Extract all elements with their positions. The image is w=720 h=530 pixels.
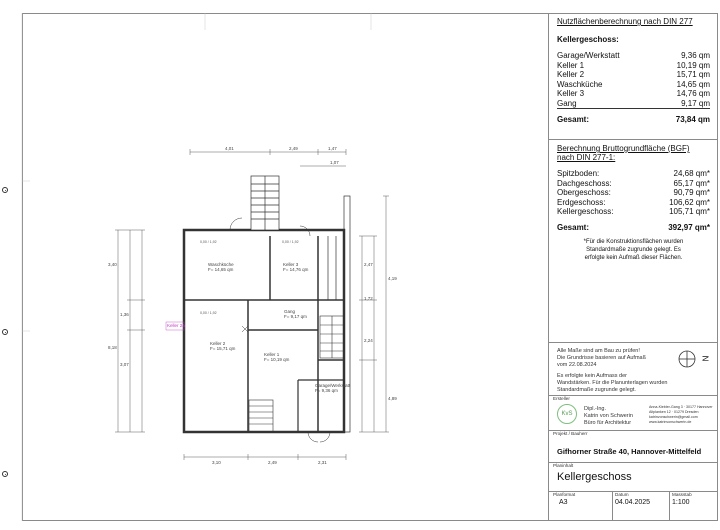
room-area: F= 14,76 qm [283, 267, 309, 272]
room-area: F= 9,36 qm [315, 388, 338, 393]
dim-left-3: 3,07 [120, 362, 129, 367]
dim-right-5: 4,89 [388, 396, 397, 401]
room-area: F= 9,17 qm [284, 314, 307, 319]
dim-top-2: 2,49 [289, 146, 298, 151]
accent-room-label: Keller 2a [167, 323, 185, 328]
format-label: Planformat [553, 492, 576, 497]
plan-info-value: Kellergeschoss [557, 471, 632, 483]
gross-title-1: Berechnung Bruttogrundfläche (BGF) [557, 144, 690, 153]
project-label: Projekt / Bauherr [553, 431, 588, 436]
room-name: Gang [284, 309, 296, 314]
dim-top-4: 1,07 [330, 160, 339, 165]
date-label: Datum [615, 492, 629, 497]
dim-bottom-2: 2,49 [268, 460, 277, 465]
gross-row: Erdgeschoss: 106,62 qm* [557, 197, 710, 207]
usable-row: Keller 1 10,19 qm [557, 60, 710, 70]
dim-right-2: 1,72 [364, 296, 373, 301]
svg-text:0,00 / 1,92: 0,00 / 1,92 [282, 240, 299, 244]
room-area: F= 14,65 qm [208, 267, 234, 272]
scale-label: Massstab [672, 492, 692, 497]
author-logo: KvS [557, 404, 577, 424]
plan-info-label: Planinhalt [553, 463, 574, 468]
gross-row: Spitzboden: 24,68 qm* [557, 169, 710, 178]
gross-title-2: nach DIN 277-1: [557, 153, 616, 162]
room-garage [315, 383, 350, 393]
dim-bottom-3: 2,31 [318, 460, 327, 465]
gross-note: *Für die Konstruktionsflächen wurden Standardmaße zugrunde gelegt. Es erfolgte kein Aufmaß dieser Flächen. [583, 239, 684, 261]
gross-row: Dachgeschoss: 65,17 qm* [557, 178, 710, 188]
usable-row: Keller 2 15,71 qm [557, 70, 710, 79]
usable-row: Gang 9,17 qm [557, 98, 710, 108]
dim-left-4: 8,18 [108, 345, 117, 350]
dim-top-3: 1,47 [328, 146, 337, 151]
date-value: 04.04.2025 [615, 499, 651, 506]
room-name: Keller 3 [283, 262, 299, 267]
dim-right-3: 2,24 [364, 338, 373, 343]
room-gang [284, 309, 307, 319]
author-label: Ersteller [553, 396, 570, 401]
gross-row: Obergeschoss: 90,79 qm* [557, 188, 710, 197]
dim-left-1: 3,40 [108, 262, 117, 267]
room-name: Keller 1 [264, 352, 280, 357]
gross-total: Gesamt: 392,97 qm* [557, 222, 710, 232]
room-keller-3 [283, 262, 308, 272]
notes-section: Alle Maße sind am Bau zu prüfen! Die Grundrisse basieren auf Aufmaß vom 22.08.2024 Es erfolgte kein Aufmass der Wandstärken. Für die Planunterlagen wurden Standardmaße zugrunde gelegt. [557, 348, 668, 393]
project-name: Gifhorner Straße 40, Hannover-Mittelfeld [557, 447, 702, 456]
usable-area-floor: Kellergeschoss: [557, 35, 619, 44]
dim-left-2: 1,36 [120, 312, 129, 317]
usable-total: Gesamt: 73,84 qm [557, 115, 710, 124]
svg-text:0,00 / 1,92: 0,00 / 1,92 [200, 311, 217, 315]
usable-area-title: Nutzflächenberechnung nach DIN 277 [557, 17, 693, 26]
room-keller-1 [264, 352, 289, 362]
usable-row: Keller 3 14,76 qm [557, 89, 710, 98]
dim-top-1: 4,01 [225, 146, 234, 151]
format-value: A3 [559, 499, 568, 506]
room-area: F= 15,71 qm [210, 346, 236, 351]
north-letter: N [700, 355, 710, 362]
gross-row: Kellergeschoss: 105,71 qm* [557, 207, 710, 216]
room-name: Waschküche [208, 262, 234, 267]
room-keller-2 [210, 341, 235, 351]
title-block [548, 13, 718, 521]
dim-bottom-1: 3,10 [212, 460, 221, 465]
room-name: Garage/Werkstatt [315, 383, 351, 388]
room-name: Keller 2 [210, 341, 226, 346]
author-address: Anna-Kiebler-Gang 3 · 30177 Hannover Altplanken 12 · 01279 Dresden katrinvonschwerin@gmail.com www.katrinvonschwerin.de [649, 405, 713, 424]
svg-text:0,00 / 1,92: 0,00 / 1,92 [200, 240, 217, 244]
usable-row: Waschküche 14,65 qm [557, 79, 710, 89]
dim-right-1: 2,47 [364, 262, 373, 267]
dim-right-4: 4,19 [388, 276, 397, 281]
gross-area-section [557, 144, 710, 262]
room-area: F= 10,19 qm [264, 357, 290, 362]
usable-area-section [557, 17, 710, 125]
scale-value: 1:100 [672, 499, 690, 506]
room-waschkueche [208, 262, 234, 272]
usable-row: Garage/Werkstatt 9,36 qm [557, 51, 710, 60]
author-name: Dipl.-Ing. Katrin von Schwerin Büro für Architektur [584, 406, 633, 426]
